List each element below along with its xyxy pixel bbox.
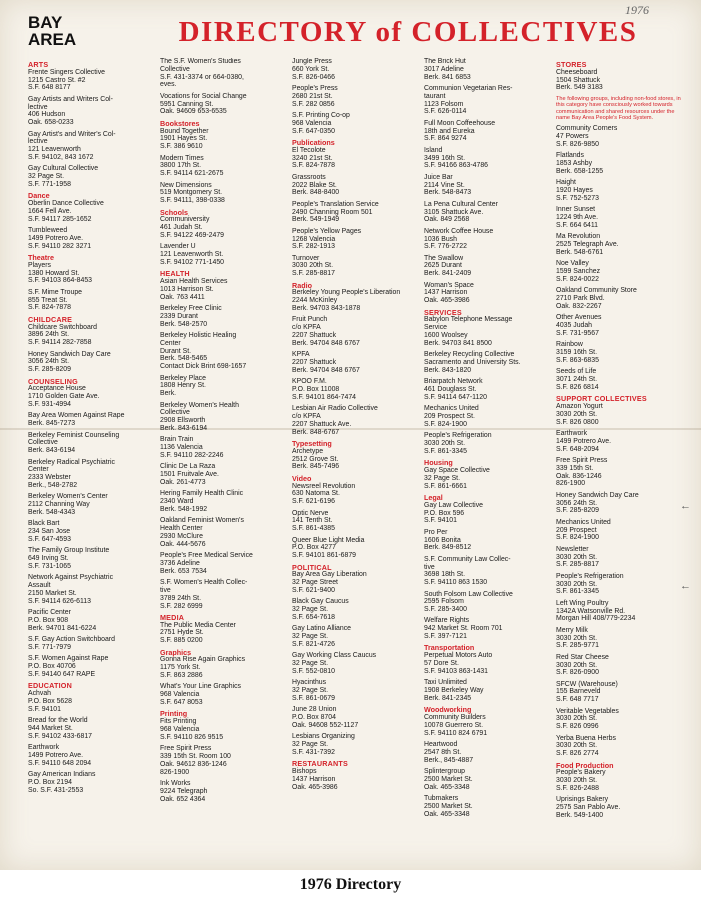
directory-entry: Free Spirit Press 339 15th St. Room 100 Oak. 94612 836-1246 826-1900 — [160, 745, 231, 776]
directory-entry: Heartwood 2547 8th St. Berk., 845-4887 — [424, 741, 474, 764]
directory-entry: Berkeley Place 1808 Henry St. Berk. — [160, 374, 206, 398]
section-heading: MEDIA — [160, 612, 185, 622]
directory-entry: SFCW (Warehouse) 155 Barneveld S.F. 648 7717 — [556, 680, 618, 704]
directory-entry: Turnover 3030 20th St. S.F. 285-8817 — [292, 254, 335, 278]
directory-entry: Haight 1920 Hayes S.F. 752-5273 — [556, 179, 599, 202]
section-heading: Housing — [424, 458, 453, 468]
directory-entry: Black Gay Caucus 32 Page St. S.F. 654-7618 — [292, 598, 349, 621]
column-4 — [424, 58, 550, 866]
directory-entry: Berkeley Free Clinic 2339 Durant Berk. 548-2570 — [160, 305, 222, 328]
directory-entry: Berkeley Women's Center 2112 Channing Way Berk. 548-4343 — [28, 493, 108, 516]
directory-entry: The Brick Hut 3017 Adeline Berk. 841 6853 — [424, 58, 471, 81]
directory-entry: Gay Space Collective 32 Page St. S.F. 861-6661 — [424, 466, 490, 490]
directory-entry: Honey Sandwich Day Care 3056 24th St. S.F. 285-8209 — [556, 491, 639, 515]
directory-entry: The Public Media Center 2751 Hyde St. S.F. 885 0200 — [160, 621, 236, 645]
directory-entry: Earthwork 1499 Potrero Ave. S.F. 648-2094 — [556, 430, 612, 453]
directory-entry: Babylon Telephone Message Service 1600 Woolsey Berk. 94703 841 8500 — [424, 316, 513, 347]
directory-entry: Hering Family Health Clinic 2340 Ward Berk. 548-1992 — [160, 490, 244, 513]
column-1 — [28, 58, 154, 866]
directory-entry: Network Against Psychiatric Assault 2150 Market St. S.F. 94114 626-6113 — [28, 574, 114, 605]
bay-area-label: BAY AREA — [28, 13, 77, 49]
section-heading: RESTAURANTS — [292, 759, 348, 769]
directory-entry: Woman's Space 1437 Harrison Oak. 465-3986 — [424, 281, 474, 305]
directory-entry: Uprisings Bakery 2575 San Pablo Ave. Berk. 549-1400 — [556, 796, 621, 820]
directory-entry: Brain Train 1136 Valencia S.F. 94110 282-2246 — [160, 436, 224, 459]
directory-entry: S.F. Printing Co-op 968 Valencia S.F. 647-0350 — [292, 111, 350, 135]
directory-entry: People's Refrigeration 3030 20th St. S.F. 861-3345 — [424, 432, 492, 455]
directory-entry: Flatlands 1853 Ashby Berk. 658-1255 — [556, 152, 604, 175]
directory-entry: South Folsom Law Collective 2595 Folsom S.F. 285-3400 — [424, 590, 513, 614]
directory-entry: Vocations for Social Change 5951 Canning St. Oak. 94609 653-6535 — [160, 92, 247, 116]
directory-entry: Gay Artists and Writers Col- lective 406 Hudson Oak. 658-0233 — [28, 95, 113, 127]
directory-entry: Seeds of Life 3071 24th St. S.F. 826 6814 — [556, 368, 599, 391]
directory-entry: Tumbleweed 1499 Potrero Ave. S.F. 94110 282 3271 — [28, 227, 92, 250]
directory-entry: Yerba Buena Herbs 3030 20th St. S.F. 826 2774 — [556, 734, 616, 758]
directory-entry: Berkeley Feminist Counseling Collective Berk. 843-6194 — [28, 431, 120, 455]
directory-entry: Berkeley Holistic Healing Center Durant St. Berk. 548-5465 Contact Dick Brint 698-1657 — [160, 332, 247, 371]
section-heading: Radio — [292, 280, 312, 290]
directory-entry: Tubmakers 2500 Market St. Oak. 465-3348 — [424, 794, 473, 818]
column-2 — [160, 58, 286, 866]
directory-entry: Clinic De La Raza 1501 Fruitvale Ave. Oak. 261-4773 — [160, 463, 219, 486]
directory-entry: Honey Sandwich Day Care 3056 24th St. S.F. 285-8209 — [28, 350, 111, 374]
directory-entry: Black Bart 234 San Jose S.F. 647-4593 — [28, 520, 71, 543]
directory-entry: Queer Blue Light Media P.O. Box 4277 S.F. 94101 861-6879 — [292, 536, 365, 560]
directory-entry: El Tecolote 3240 21st St. S.F. 824-7878 — [292, 146, 335, 170]
directory-entry: Bound Together 1901 Hayes St. S.F. 386 9610 — [160, 127, 209, 151]
section-heading: CHILDCARE — [28, 314, 73, 324]
directory-entry: Grassroots 2022 Blake St. Berk. 848-8400 — [292, 173, 340, 197]
section-heading: Woodworking — [424, 705, 472, 715]
directory-entry: Gonna Rise Again Graphics 1175 York St. S.F. 863 2886 — [160, 656, 246, 680]
directory-entry: Gay Artist's and Writer's Col- lective 121 Leavenworth S.F. 94102, 843 1672 — [28, 130, 116, 161]
section-heading: Food Production — [556, 760, 614, 770]
directory-entry: Bay Area Gay Liberation 32 Page Street S.F. 621-9400 — [292, 571, 367, 594]
directory-entry: Communion Vegetarian Res- taurant 1123 Folsom S.F. 626-0114 — [424, 84, 513, 116]
section-heading: Typesetting — [292, 438, 332, 448]
section-heading: Dance — [28, 191, 50, 201]
directory-entry: Perpetual Motors Auto 57 Dore St. S.F. 94103 863-1431 — [424, 652, 493, 675]
image-caption: 1976 Directory — [299, 876, 402, 893]
section-heading: Publications — [292, 137, 335, 147]
directory-entry: People's Free Medical Service 3736 Adeline Berk. 653 7534 — [160, 552, 253, 575]
directory-entry: Network Coffee House 1036 Bush S.F. 776-2722 — [424, 227, 494, 251]
section-note: The following groups, including non-food stores, in this category have consciously worked towards communication and shared resources under the name Bay Area People's Food System. — [556, 95, 681, 121]
directory-entry: Acceptance House 1710 Golden Gate Ave. S.F. 931-4994 — [28, 385, 100, 409]
directory-entry: Asian Health Services 1013 Harrison St. Oak. 763 4411 — [160, 278, 228, 301]
directory-entry: Newsletter 3030 20th St. S.F. 285-8817 — [556, 545, 599, 569]
directory-entry: Free Spirit Press 339 15th St. Oak. 836-1246 826-1900 — [556, 457, 608, 488]
directory-entry: KPFA 2207 Shattuck Berk. 94704 848 6767 — [292, 351, 360, 374]
directory-entry: Berkeley Women's Health Collective 2908 Ellsworth Berk. 843-6194 — [160, 401, 239, 432]
section-heading: COUNSELING — [28, 376, 78, 386]
directory-entry: Fits Printing 968 Valencia S.F. 94110 826 9515 — [160, 718, 224, 741]
section-heading: ARTS — [28, 60, 49, 69]
handwritten-arrow-icon: ← — [680, 500, 691, 512]
directory-entry: Mechanics United 209 Prospect S.F. 824-1900 — [556, 518, 611, 542]
handwritten-year: 1976 — [625, 3, 649, 17]
directory-entry: S.F. Gay Action Switchboard S.F. 771-7979 — [28, 636, 115, 651]
directory-entry: S.F. Women's Health Collec- tive 3789 24th St. S.F. 282 6999 — [160, 579, 248, 610]
directory-entry: What's Your Line Graphics 968 Valencia S.F. 647 8053 — [160, 683, 241, 707]
directory-entry: Pro Per 1606 Bonita Berk. 849-8512 — [424, 528, 472, 552]
handwritten-arrow-icon: ← — [680, 580, 691, 592]
directory-entry: Bishops 1437 Harrison Oak. 465-3986 — [292, 768, 338, 791]
section-heading: Printing — [160, 709, 188, 719]
directory-entry: S.F. Community Law Collec- tive 3698 18th St. S.F. 94110 863 1530 — [424, 555, 511, 587]
directory-entry: Lavender U 121 Leavenworth St. S.F. 94102 771-1450 — [160, 243, 224, 266]
directory-entry: Other Avenues 4035 Judah S.F. 731-9567 — [556, 314, 602, 337]
directory-entry: Bay Area Women Against Rape Berk. 845-7273 — [28, 412, 125, 428]
directory-entry: Childcare Switchboard 3896 24th St. S.F. 94114 282-7858 — [28, 323, 97, 347]
directory-entry: Gay Working Class Caucus 32 Page St. S.F. 552-0810 — [292, 652, 377, 675]
section-heading: Theatre — [28, 253, 54, 263]
directory-entry: Communiversity 461 Judah St. S.F. 94122 469-2479 — [160, 216, 224, 239]
section-heading: Transportation — [424, 643, 475, 653]
section-heading: HEALTH — [160, 269, 190, 279]
directory-entry: Gay American Indians P.O. Box 2194 So. S.F. 431-2553 — [28, 771, 96, 794]
directory-entry: Mechanics United 209 Prospect St. S.F. 824-1900 — [424, 405, 479, 428]
directory-entry: Gay Cultural Collective 32 Page St. S.F. 771-1958 — [28, 165, 99, 188]
section-heading: EDUCATION — [28, 681, 72, 691]
directory-entry: Jungle Press 660 York St. S.F. 826-0466 — [292, 58, 335, 81]
directory-entry: Full Moon Coffeehouse 18th and Eureka S.F. 864 9274 — [424, 119, 496, 143]
directory-entry: Noe Valley 1599 Sanchez S.F. 824-0022 — [556, 260, 601, 283]
directory-entry: Briarpatch Network 461 Douglass St. S.F. 94114 647-1120 — [424, 378, 487, 401]
directory-entry: Earthwork 1499 Potrero Ave. S.F. 94110 648 2094 — [28, 744, 92, 767]
directory-entry: People's Press 2680 21st St. S.F. 282 0856 — [292, 84, 338, 108]
directory-entry: Berkeley Radical Psychiatric Center 2333 Webster Berk., 548-2782 — [28, 458, 115, 489]
directory-entry: Merry Milk 3030 20th St. S.F. 285-9771 — [556, 626, 599, 650]
directory-entry: Welfare Rights 942 Market St. Room 701 S.F. 397-7121 — [424, 617, 503, 641]
directory-entry: Community Builders 10078 Guerrero St. S.F. 94110 824 6791 — [424, 714, 488, 737]
directory-entry: June 28 Union P.O. Box 8704 Oak. 94608 552-1127 — [292, 706, 359, 729]
directory-entry: Players 1380 Howard St. S.F. 94103 864-8453 — [28, 261, 92, 285]
directory-entry: Taxi Unlimited 1908 Berkeley Way Berk. 841-2345 — [424, 679, 484, 702]
directory-entry: Lesbian Air Radio Collective c/o KPFA 2207 Shattuck Ave. Berk. 848-6767 — [292, 405, 378, 436]
directory-entry: Bread for the World 944 Market St. S.F. 94102 433-6817 — [28, 717, 92, 740]
directory-entry: Splintergroup 2500 Market St. Oak. 465-3348 — [424, 768, 473, 791]
directory-entry: S.F. Women Against Rape P.O. Box 40706 S.F. 94140 647 RAPE — [28, 655, 109, 678]
column-3 — [292, 58, 418, 866]
directory-entry: Optic Nerve 141 Tenth St. S.F. 861-4385 — [292, 509, 335, 533]
section-heading: POLITICAL — [292, 562, 332, 572]
directory-entry: KPOO F.M. P.O. Box 11008 S.F. 94101 864-7474 — [292, 378, 356, 401]
directory-entry: Frente Singers Collective 1215 Castro St. #2 S.F. 648 8177 — [28, 68, 105, 92]
directory-entry: Achvah P.O. Box 5628 S.F. 94101 — [28, 690, 72, 713]
section-heading: STORES — [556, 60, 587, 69]
section-heading: SERVICES — [424, 307, 462, 317]
directory-entry: S.F. Mime Troupe 855 Treat St. S.F. 824-7878 — [28, 288, 82, 312]
directory-entry: Red Star Cheese 3030 20th St. S.F. 826-0900 — [556, 653, 609, 677]
directory-entry: Gay Latino Alliance 32 Page St. S.F. 821-4726 — [292, 625, 351, 648]
section-heading: Schools — [160, 207, 188, 217]
section-heading: Legal — [424, 492, 443, 502]
section-heading: Graphics — [160, 647, 192, 657]
directory-entry: People's Translation Service 2490 Channing Room 501 Berk. 549-1949 — [292, 200, 379, 224]
directory-entry: Fruit Punch c/o KPFA 2207 Shattuck Berk. 94704 848 6767 — [292, 316, 360, 347]
page-title: DIRECTORY of COLLECTIVES — [178, 16, 638, 48]
directory-entry: Archetype 2512 Grove St. Berk. 845-7496 — [292, 447, 340, 471]
directory-entry: Pacific Center P.O. Box 908 Berk. 94701 841-6224 — [28, 609, 97, 632]
section-heading: SUPPORT COLLECTIVES — [556, 394, 647, 404]
directory-entry: Rainbow 3159 16th St. S.F. 863-6835 — [556, 341, 599, 364]
directory-entry: La Pena Cultural Center 3105 Shattuck Ave. Oak. 849 2568 — [424, 200, 498, 224]
directory-entry: New Dimensions 519 Montgomery St. S.F. 94111, 398-0338 — [160, 181, 225, 205]
directory-entry: Juice Bar 2114 Vine St. Berk. 548-8473 — [424, 173, 472, 197]
directory-entry: The Swallow 2625 Durant Berk. 841-2409 — [424, 254, 472, 278]
directory-entry: Ink Works 9224 Telegraph Oak. 652 4364 — [160, 780, 208, 803]
directory-entry: Ma Revolution 2525 Telegraph Ave. Berk. 548-6761 — [556, 233, 619, 256]
directory-entry: People's Bakery 3030 20th St. S.F. 826-2488 — [556, 769, 606, 793]
directory-entry: People's Yellow Pages 1268 Valencia S.F. 282-1913 — [292, 227, 362, 251]
directory-entry: Oberlin Dance Collective 1664 Fell Ave. S.F. 94117 285-1652 — [28, 200, 104, 223]
directory-entry: Veritable Vegetables 3030 20th St. S.F. 826 0996 — [556, 707, 619, 731]
directory-entry: Community Corners 47 Powers S.F. 826-9850 — [556, 125, 618, 148]
directory-entry: Modern Times 3800 17th St. S.F. 94114 621-2675 — [160, 154, 224, 178]
directory-entry: Hyacinthus 32 Page St. S.F. 861-0679 — [292, 679, 335, 702]
directory-entry: Amazon Yogurt 3030 20th St. S.F. 826 0800 — [556, 403, 603, 426]
directory-entry: Oakland Feminist Women's Health Center 2930 McClure Oak. 444-5676 — [160, 517, 244, 548]
section-heading: Bookstores — [160, 118, 200, 128]
directory-entry: Lesbians Organizing 32 Page St. S.F. 431-7392 — [292, 733, 355, 756]
column-5 — [556, 58, 682, 866]
directory-entry: People's Refrigeration 3030 20th St. S.F. 861-3345 — [556, 572, 624, 596]
directory-entry: Oakland Community Store 2710 Park Blvd. Oak. 832-2267 — [556, 287, 637, 310]
directory-entry: Inner Sunset 1224 9th Ave. S.F. 664 6411 — [556, 206, 599, 229]
directory-columns — [28, 58, 688, 866]
directory-entry: Island 3499 16th St. S.F. 94166 863-4786 — [424, 146, 488, 170]
directory-entry: Berkeley Young People's Liberation 2244 McKinley Berk. 94703 843-1878 — [292, 289, 401, 313]
directory-entry: Cheeseboard 1504 Shattuck Berk. 549 3183 — [556, 68, 603, 92]
directory-entry: Berkeley Recycling Collective Sacramento and University Sts. Berk. 843-1820 — [424, 351, 521, 374]
directory-entry: The Family Group Institute 649 Irving St. S.F. 731-1065 — [28, 547, 110, 570]
directory-entry: The S.F. Women's Studies Collective S.F. 431-3374 or 664-0380, eves. — [160, 58, 244, 89]
directory-entry: Gay Law Collective P.O. Box 596 S.F. 94101 — [424, 501, 483, 525]
directory-entry: Newsreel Revolution 630 Natoma St. S.F. 621-6196 — [292, 482, 356, 506]
directory-entry: Left Wing Poultry 1342A Watsonville Rd. Morgan Hill 408/779-2234 — [556, 599, 636, 623]
section-heading: Video — [292, 473, 312, 483]
